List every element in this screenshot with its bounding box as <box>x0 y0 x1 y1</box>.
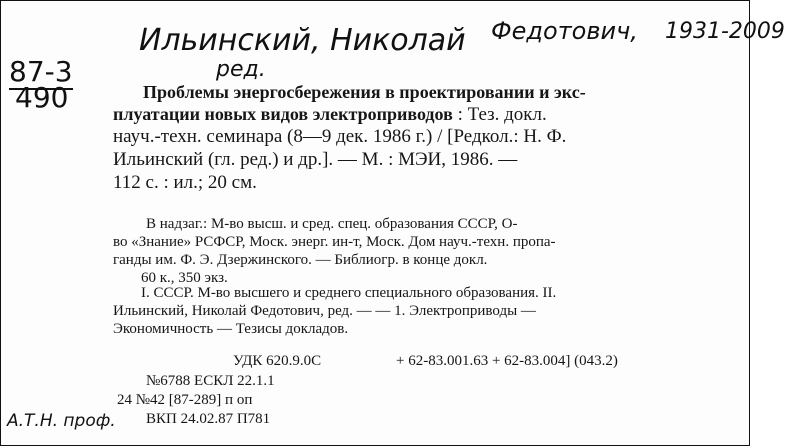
udk-code: УДК 620.9.0С <box>233 353 322 369</box>
handwritten-role: ред. <box>216 57 266 82</box>
notes-line-1: В надзаг.: М-во высш. и сред. спец. образования СССР, О- <box>146 216 518 232</box>
udk-code-rest: + 62-83.001.63 + 62-83.004] (043.2) <box>396 353 618 369</box>
record-number-line: №6788 ЕСКЛ 22.1.1 <box>146 373 275 389</box>
shelf-mark-top: 87-3 <box>9 55 73 88</box>
handwritten-years: 1931-2009 <box>665 19 785 44</box>
description-line-3: науч.-техн. семинара (8—9 дек. 1986 г.) / [Редкол.: Н. Ф. <box>113 126 567 147</box>
tracings-line-1: I. СССР. М-во высшего и среднего специального образования. II. <box>141 285 557 301</box>
notes-line-2: во «Знание» РСФСР, Моск. энерг. ин-т, Моск. Дом науч.-техн. пропа- <box>113 234 556 250</box>
title-line-2-bold: плуатации новых видов электроприводов <box>113 104 453 124</box>
title-line-1: Проблемы энергосбережения в проектировании и экс- <box>143 82 586 102</box>
issue-line: 24 №42 [87-289] п оп <box>117 392 253 408</box>
handwritten-bottom-note: А.Т.Н. проф. <box>7 411 116 431</box>
description-line-4: Ильинский (гл. ред.) и др.]. — М. : МЭИ, 1986. — <box>113 149 518 170</box>
tracings-line-3: Экономичность — Тезисы докладов. <box>113 321 349 337</box>
shelf-mark-bottom: 490 <box>15 81 69 114</box>
tracings-line-2: Ильинский, Николай Федотович, ред. — — 1. Электроприводы — <box>113 303 536 319</box>
notes-line-4: 60 к., 350 экз. <box>141 270 228 286</box>
handwritten-patronymic: Федотович, <box>491 17 638 45</box>
title-line-2-rest: : Тез. докл. <box>457 104 547 125</box>
notes-line-3: ганды им. Ф. Э. Дзержинского. — Библиогр. в конце докл. <box>113 252 488 268</box>
title-line-2 <box>113 102 547 127</box>
handwritten-author: Ильинский, Николай <box>139 23 466 58</box>
description-line-5: 112 с. : ил.; 20 см. <box>113 172 257 193</box>
vkp-line: ВКП 24.02.87 П781 <box>146 411 271 427</box>
